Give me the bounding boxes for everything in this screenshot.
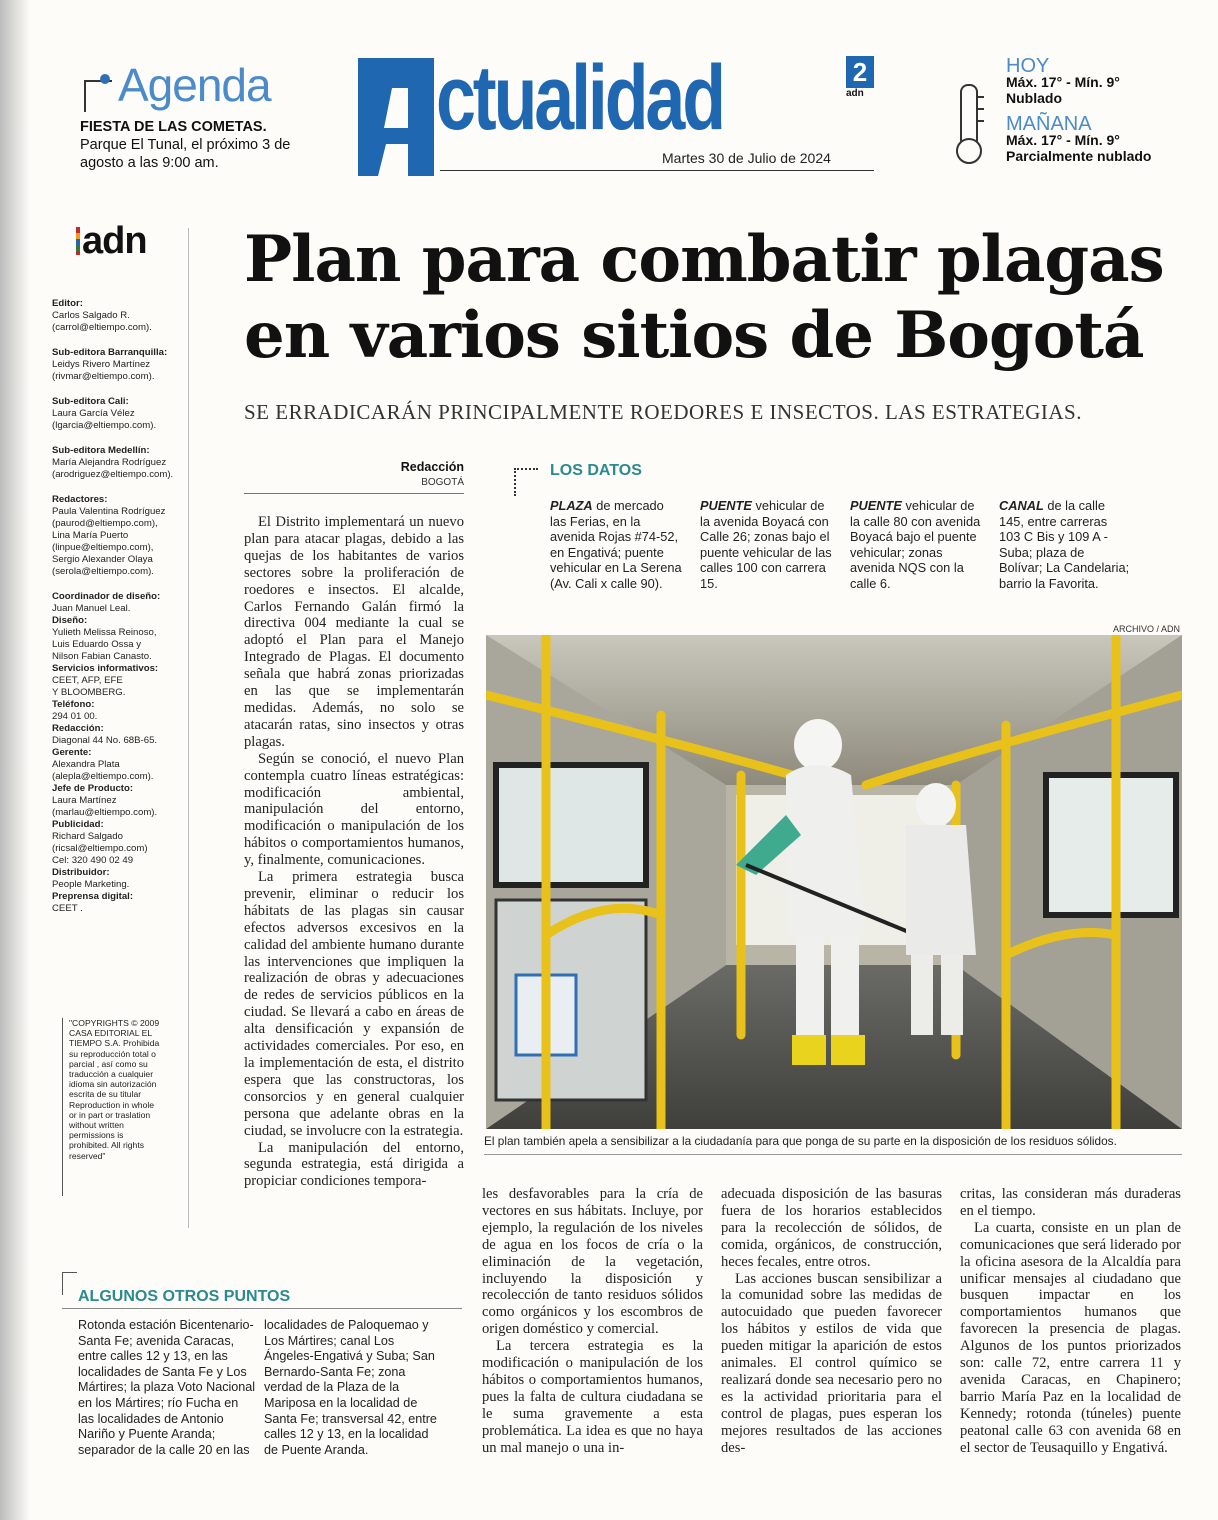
article-column-4 xyxy=(960,1186,1181,1457)
agenda-title: Agenda xyxy=(118,59,271,111)
datos-bracket xyxy=(514,468,538,496)
copyright-box xyxy=(62,1018,161,1196)
article-paragraph: adecuada disposición de las basuras fuera de los horarios establecidos para la recolección de sólidos, de comida, orgánicos, de construcción, heces fecales, entre otros. xyxy=(721,1186,942,1270)
staff-label: Publicidad: xyxy=(52,819,104,830)
staff-line: Alexandra Plata xyxy=(52,759,120,770)
otros-bracket xyxy=(62,1272,77,1295)
staff-gap xyxy=(52,334,184,347)
otros-column-2: localidades de Paloquemao y Los Mártires; canal Los Ángeles-Engativá y Suba; San Bernardo-Santa Fe; zona verdad de la Plaza de la Mariposa en la localidad de Santa Fe; transversal 42, entre calles 12 y 13, en la localidad de Puente Aranda. xyxy=(264,1318,437,1457)
staff-gap xyxy=(52,481,184,494)
staff-line: Laura García Vélez xyxy=(52,408,135,419)
staff-line: Leidys Rivero Martínez xyxy=(52,359,151,370)
weather-tomorrow-temps: Máx. 17° - Mín. 9° xyxy=(1006,132,1120,148)
staff-line: 294 01 00. xyxy=(52,711,98,722)
staff-line: People Marketing. xyxy=(52,879,130,890)
masthead-title: ctualidad xyxy=(436,47,723,149)
staff-label: Sub-editora Barranquilla: xyxy=(52,347,168,358)
subheadline: SE ERRADICARÁN PRINCIPALMENTE ROEDORES E INSECTOS. LAS ESTRATEGIAS. xyxy=(244,400,1082,424)
weather-today-temps: Máx. 17° - Mín. 9° xyxy=(1006,74,1120,90)
article-paragraph: La manipulación del entorno, segunda estrategia, está dirigida a propiciar condiciones tempora- xyxy=(244,1139,464,1190)
photo-caption: El plan también apela a sensibilizar a la ciudadanía para que ponga de su parte en la disposición de los residuos sólidos. xyxy=(484,1134,1117,1148)
agenda-bracket xyxy=(84,80,112,112)
staff-line: Richard Salgado xyxy=(52,831,123,842)
page-gutter-shadow xyxy=(0,0,30,1520)
staff-line: (linpue@eltiempo.com), xyxy=(52,542,154,553)
datos-item-text: vehicular de la calle 80 con avenida Boyacá bajo el puente vehicular; zonas avenida NQS con la calle 6. xyxy=(850,498,981,591)
staff-line: (ricsal@eltiempo.com) xyxy=(52,843,148,854)
headline: Plan para combatir plagas en varios sitios de Bogotá xyxy=(244,222,1164,373)
article-paragraph: La tercera estrategia es la modificación o manipulación de los hábitos o comportamientos humanos, pues la falta de cultura ciudadana se le suma gravemente a esta problemática. La idea es que no haya un mal manejo o una in- xyxy=(482,1338,703,1456)
staff-label: Coordinador de diseño: xyxy=(52,591,161,602)
staff-gap xyxy=(52,578,184,591)
weather-tomorrow-condition: Parcialmente nublado xyxy=(1006,148,1152,164)
agenda-event: FIESTA DE LAS COMETAS. xyxy=(80,119,267,135)
byline-rule xyxy=(244,493,464,494)
masthead-a-logo xyxy=(358,58,434,176)
staff-line: (serola@eltiempo.com). xyxy=(52,566,154,577)
article-column-3 xyxy=(721,1186,942,1457)
staff-line: (alepla@eltiempo.com). xyxy=(52,771,154,782)
datos-item-text: de la calle 145, entre carreras 103 C Bis y 109 A - Suba; plaza de Bolívar; La Candelaria; barrio la Favorita. xyxy=(999,498,1130,591)
column-divider xyxy=(188,228,189,1228)
weather-tomorrow xyxy=(1006,113,1206,164)
masthead-brand: adn xyxy=(846,88,864,99)
weather-today-condition: Nublado xyxy=(1006,90,1062,106)
staff-line: CEET . xyxy=(52,903,83,914)
otros-rule xyxy=(62,1308,462,1309)
article-column-1 xyxy=(244,514,464,1190)
agenda-dot-icon xyxy=(100,74,110,84)
staff-line: Y BLOOMBERG. xyxy=(52,687,126,698)
staff-label: Redacción: xyxy=(52,723,104,734)
staff-line: Juan Manuel Leal. xyxy=(52,603,131,614)
article-paragraph: La primera estrategia busca prevenir, eliminar o reducir los hábitats de las plagas sin causar efectos adversos excesivos en la calidad del ambiente humano durante las intervenciones que impliquen la realización de obras y adecuaciones de redes de servicios públicos en la ciudad. Se llevará a cabo en áreas de alta densificación y expansión de actividades comerciales. Por eso, en la implementación de esta, el distrito espera que las constructoras, los consorcios y en general cualquier persona que adelante obras en la ciudad, se involucre con la estrategia. xyxy=(244,869,464,1139)
weather-today xyxy=(1006,55,1206,106)
masthead-rule xyxy=(440,170,874,171)
staff-line: Paula Valentina Rodríguez xyxy=(52,506,166,517)
staff-line: (marlau@eltiempo.com). xyxy=(52,807,158,818)
staff-line: Laura Martínez xyxy=(52,795,117,806)
article-paragraph: critas, las consideran más duraderas en el tiempo. xyxy=(960,1186,1181,1219)
article-paragraph: les desfavorables para la cría de vectores en sus hábitats. Incluye, por ejemplo, la regulación de los niveles de agua en los focos de cría o la eliminación de la vegetación, incluyendo la disposición y recolección de tanto residuos sólidos como orgánicos y los escombros de origen doméstico y comercial. xyxy=(482,1186,703,1338)
staff-line: (paurod@eltiempo.com), xyxy=(52,518,158,529)
staff-label: Jefe de Producto: xyxy=(52,783,134,794)
datos-item xyxy=(700,498,832,592)
datos-item-lead: PUENTE xyxy=(850,498,902,513)
staff-label: Distribuidor: xyxy=(52,867,110,878)
staff-line: (lgarcia@eltiempo.com). xyxy=(52,420,157,431)
datos-item xyxy=(999,498,1131,592)
staff-label: Diseño: xyxy=(52,615,88,626)
datos-item-lead: PUENTE xyxy=(700,498,752,513)
datos-item xyxy=(850,498,982,592)
staff-line: Carlos Salgado R. xyxy=(52,310,130,321)
staff-label: Teléfono: xyxy=(52,699,95,710)
thermometer-tick xyxy=(976,108,984,110)
staff-line: Sergio Alexander Olaya xyxy=(52,554,153,565)
staff-line: Yulieth Melissa Reinoso, xyxy=(52,627,157,638)
agenda-details: Parque El Tunal, el próximo 3 de agosto a las 9:00 am. xyxy=(80,137,291,171)
staff-line: (carrol@eltiempo.com). xyxy=(52,322,152,333)
staff-gap xyxy=(52,432,184,445)
staff-label: Servicios informativos: xyxy=(52,663,159,674)
staff-label: Editor: xyxy=(52,298,83,309)
staff-line: Nilson Fabian Canasto. xyxy=(52,651,152,662)
staff-gap xyxy=(52,383,184,396)
staff-line: Cel: 320 490 02 49 xyxy=(52,855,134,866)
thermometer-bulb xyxy=(956,138,982,164)
article-paragraph: La cuarta, consiste en un plan de comunicaciones que será liderado por la oficina asesora de la Alcaldía para unificar mensajes al ciudadano que busquen impactar en los comportamientos humanos que favorecen la presencia de plagas. Algunos de los puntos priorizados son: calle 72, entre carrera 11 y avenida Caracas, en Chapinero; barrio María Paz en la localidad de Kennedy; rotonda (túneles) puente peatonal calle 63 con avenida 68 en el sector de Teusaquillo y Engativá. xyxy=(960,1219,1181,1456)
otros-title: ALGUNOS OTROS PUNTOS xyxy=(78,1288,291,1305)
adn-logo: adn xyxy=(82,220,147,262)
staff-line: Lina María Puerto xyxy=(52,530,129,541)
datos-title: LOS DATOS xyxy=(550,462,642,479)
staff-line: CEET, AFP, EFE xyxy=(52,675,123,686)
datos-item-lead: PLAZA xyxy=(550,498,593,513)
copyright-text: "COPYRIGHTS © 2009 CASA EDITORIAL EL TIEMPO S.A. Prohibida su reproducción total o parcial , así como su traducción a cualquier idioma sin autorización escrita de su titular Reproduction in whole or in part or traslation without written permissions is prohibited. All rights reserved" xyxy=(69,1018,160,1161)
adn-logo-mark xyxy=(76,227,80,255)
masthead-letter: A xyxy=(396,78,397,79)
staff-label: Redactores: xyxy=(52,494,108,505)
staff-line: Diagonal 44 No. 68B-65. xyxy=(52,735,158,746)
staff-label: Preprensa digital: xyxy=(52,891,134,902)
agenda-text xyxy=(80,118,305,172)
article-paragraph: Las acciones buscan sensibilizar a la comunidad sobre las medidas de autocuidado que pueden favorecer los hábitos y estilos de vida que pueden mitigar la aparición de estos animales. El control químico se realizará donde sea necesario pero no es la actividad prioritaria para el control de plagas, pues esperan los mejores resultados de las acciones des- xyxy=(721,1270,942,1456)
datos-item xyxy=(550,498,682,592)
datos-item-text: vehicular de la avenida Boyacá con Calle 26; zonas bajo el puente vehicular de las calles 100 con carrera 15. xyxy=(700,498,832,591)
article-column-2 xyxy=(482,1186,703,1457)
caption-rule xyxy=(484,1154,1182,1155)
page-number: 2 xyxy=(846,56,874,88)
thermometer-tick xyxy=(976,96,984,98)
staff-line: Luis Eduardo Ossa y xyxy=(52,639,142,650)
article-paragraph: Según se conoció, el nuevo Plan contempla cuatro líneas estratégicas: modificación ambiental, manipulación del entorno, modificación o manipulación de los hábitos o comportamientos humanos, y, finalmente, comunicaciones. xyxy=(244,750,464,869)
byline-city: BOGOTÁ xyxy=(421,477,464,488)
otros-column-1: Rotonda estación Bicentenario-Santa Fe; avenida Caracas, entre calles 12 y 13, en las localidades de Santa Fe y Los Mártires; la plaza Voto Nacional en los Mártires; río Fucha en las localidades de Antonio Nariño y Puente Aranda; separador de la calle 20 en las xyxy=(78,1318,256,1457)
staff-label: Sub-editora Medellín: xyxy=(52,445,150,456)
datos-item-lead: CANAL xyxy=(999,498,1044,513)
weather-today-label: HOY xyxy=(1006,55,1050,77)
photo-credit: ARCHIVO / ADN xyxy=(1112,624,1180,634)
staff-line: (rivmar@eltiempo.com). xyxy=(52,371,155,382)
staff-box xyxy=(52,298,184,915)
staff-label: Sub-editora Cali: xyxy=(52,396,129,407)
issue-date: Martes 30 de Julio de 2024 xyxy=(662,150,831,166)
article-photo xyxy=(486,635,1182,1129)
staff-line: (arodriguez@eltiempo.com). xyxy=(52,469,174,480)
thermometer-tick xyxy=(976,120,984,122)
article-paragraph: El Distrito implementará un nuevo plan para atacar plagas, debido a las quejas de los habitantes de varios sectores sobre la proliferación de roedores e insectos. El alcalde, Carlos Fernando Galán firmó la directiva 004 mediante la cual se adoptó el Plan para el Manejo Integrado de Plagas. El documento señala que habrá zonas priorizadas en las que se implementarán medidas. Además, no solo se atacarán ratas, sino insectos y otras plagas. xyxy=(244,514,464,750)
byline: Redacción xyxy=(400,460,464,474)
datos-item-text: de mercado las Ferias, en la avenida Rojas #74-52, en Engativá; puente vehicular en La Serena (Av. Cali x calle 90). xyxy=(550,498,682,591)
weather-tomorrow-label: MAÑANA xyxy=(1006,113,1092,135)
staff-line: María Alejandra Rodríguez xyxy=(52,457,167,468)
staff-label: Gerente: xyxy=(52,747,92,758)
